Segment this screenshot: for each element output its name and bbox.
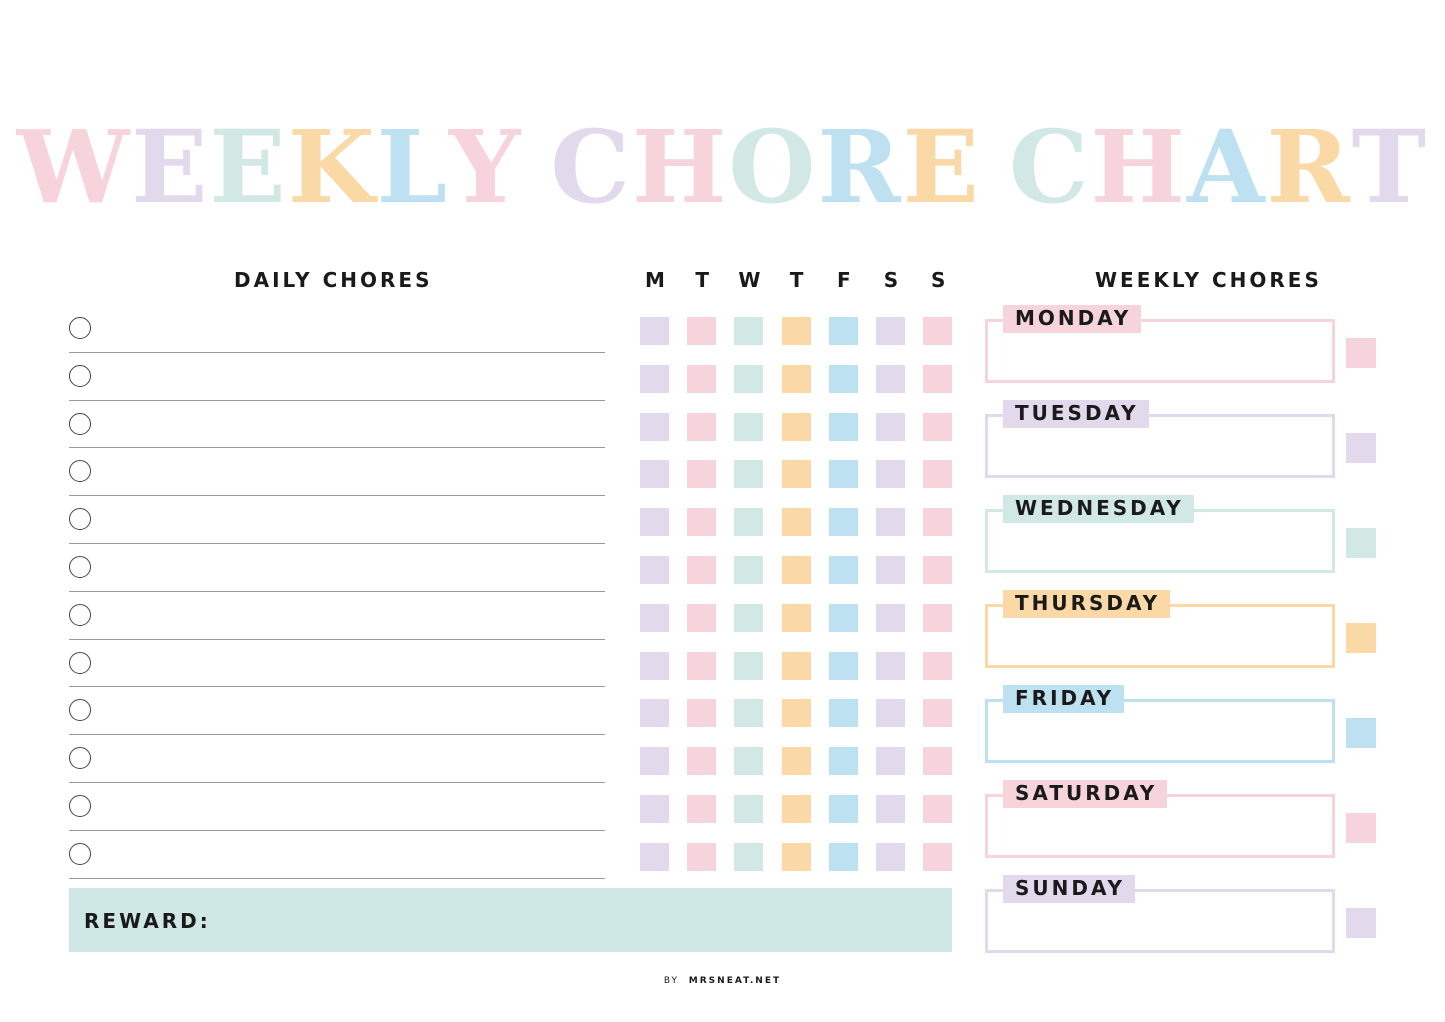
title-letter: E bbox=[902, 108, 981, 226]
weekly-checkbox[interactable] bbox=[1346, 338, 1376, 368]
day-checkbox[interactable] bbox=[876, 747, 905, 775]
day-letter: M bbox=[645, 268, 665, 292]
day-letter: T bbox=[789, 268, 804, 292]
day-checkbox[interactable] bbox=[782, 365, 811, 393]
weekday-label: WEDNESDAY bbox=[1003, 495, 1194, 523]
checkbox-circle[interactable] bbox=[69, 317, 91, 339]
day-checkbox[interactable] bbox=[876, 317, 905, 345]
day-checkbox[interactable] bbox=[923, 795, 952, 823]
day-checkbox[interactable] bbox=[640, 508, 669, 536]
weekly-checkbox[interactable] bbox=[1346, 433, 1376, 463]
reward-box[interactable] bbox=[69, 888, 952, 952]
daily-chore-row[interactable] bbox=[69, 831, 605, 879]
daily-chore-row[interactable] bbox=[69, 735, 605, 783]
day-checkbox[interactable] bbox=[923, 317, 952, 345]
weekly-chores-heading: WEEKLY CHORES bbox=[1095, 268, 1322, 292]
day-checkbox[interactable] bbox=[640, 413, 669, 441]
title-letter: E bbox=[131, 108, 210, 226]
day-letter: F bbox=[836, 268, 851, 292]
day-checkbox[interactable] bbox=[923, 604, 952, 632]
daily-chore-row[interactable] bbox=[69, 783, 605, 831]
checkbox-circle[interactable] bbox=[69, 508, 91, 530]
day-checkbox[interactable] bbox=[876, 508, 905, 536]
checkbox-circle[interactable] bbox=[69, 747, 91, 769]
day-checkbox[interactable] bbox=[829, 843, 858, 871]
day-checkbox[interactable] bbox=[829, 747, 858, 775]
checkbox-circle[interactable] bbox=[69, 413, 91, 435]
checkbox-circle[interactable] bbox=[69, 843, 91, 865]
day-letter: T bbox=[695, 268, 710, 292]
title-letter: W bbox=[16, 108, 132, 226]
daily-chore-row[interactable] bbox=[69, 305, 605, 353]
day-checkbox[interactable] bbox=[876, 652, 905, 680]
weekday-label: SUNDAY bbox=[1003, 875, 1135, 903]
title-letter: L bbox=[376, 108, 449, 226]
day-letter: W bbox=[738, 268, 761, 292]
day-checkbox[interactable] bbox=[829, 365, 858, 393]
day-checkbox[interactable] bbox=[734, 747, 763, 775]
day-checkbox[interactable] bbox=[640, 460, 669, 488]
weekly-chore-box-saturday[interactable] bbox=[985, 781, 1335, 858]
day-checkbox[interactable] bbox=[734, 365, 763, 393]
day-checkbox[interactable] bbox=[782, 556, 811, 584]
daily-chore-row[interactable] bbox=[69, 353, 605, 401]
weekly-chore-box-thursday[interactable] bbox=[985, 591, 1335, 668]
day-checkbox[interactable] bbox=[876, 795, 905, 823]
checkbox-circle[interactable] bbox=[69, 365, 91, 387]
weekly-checkbox[interactable] bbox=[1346, 528, 1376, 558]
checkbox-circle[interactable] bbox=[69, 652, 91, 674]
day-checkbox[interactable] bbox=[829, 556, 858, 584]
day-checkbox[interactable] bbox=[923, 843, 952, 871]
day-checkbox[interactable] bbox=[734, 652, 763, 680]
day-checkbox[interactable] bbox=[687, 843, 716, 871]
daily-chore-row[interactable] bbox=[69, 448, 605, 496]
day-checkbox[interactable] bbox=[876, 604, 905, 632]
day-checkbox[interactable] bbox=[640, 365, 669, 393]
title-gap bbox=[522, 112, 550, 222]
title-letter: A bbox=[1186, 108, 1267, 226]
title-letter: R bbox=[1266, 108, 1352, 226]
weekly-checkbox[interactable] bbox=[1346, 813, 1376, 843]
weekday-label: THURSDAY bbox=[1003, 590, 1170, 618]
day-checkbox[interactable] bbox=[687, 508, 716, 536]
day-checkbox[interactable] bbox=[829, 795, 858, 823]
checkbox-circle[interactable] bbox=[69, 556, 91, 578]
page-title bbox=[0, 108, 1445, 226]
weekday-label: FRIDAY bbox=[1003, 685, 1124, 713]
day-checkbox[interactable] bbox=[782, 699, 811, 727]
day-checkbox[interactable] bbox=[923, 365, 952, 393]
title-letter: R bbox=[817, 108, 903, 226]
day-checkbox[interactable] bbox=[640, 604, 669, 632]
weekly-chore-box-friday[interactable] bbox=[985, 686, 1335, 763]
weekday-label: MONDAY bbox=[1003, 305, 1141, 333]
day-checkbox[interactable] bbox=[640, 795, 669, 823]
daily-chore-row[interactable] bbox=[69, 640, 605, 688]
weekly-checkbox[interactable] bbox=[1346, 623, 1376, 653]
day-checkbox[interactable] bbox=[829, 508, 858, 536]
day-checkbox[interactable] bbox=[782, 317, 811, 345]
day-checkbox[interactable] bbox=[640, 843, 669, 871]
day-letter: S bbox=[930, 268, 946, 292]
title-letter: T bbox=[1351, 108, 1429, 226]
day-checkbox[interactable] bbox=[876, 843, 905, 871]
title-letter: H bbox=[631, 108, 729, 226]
day-checkbox[interactable] bbox=[923, 556, 952, 584]
day-checkbox[interactable] bbox=[923, 747, 952, 775]
day-checkbox[interactable] bbox=[687, 365, 716, 393]
weekly-checkbox[interactable] bbox=[1346, 908, 1376, 938]
day-checkbox[interactable] bbox=[876, 556, 905, 584]
daily-chore-row[interactable] bbox=[69, 687, 605, 735]
day-checkbox[interactable] bbox=[640, 747, 669, 775]
day-checkbox[interactable] bbox=[734, 795, 763, 823]
day-checkbox[interactable] bbox=[876, 460, 905, 488]
daily-chore-row[interactable] bbox=[69, 496, 605, 544]
day-checkbox[interactable] bbox=[829, 317, 858, 345]
title-letter: C bbox=[1008, 108, 1091, 226]
weekly-checkbox[interactable] bbox=[1346, 718, 1376, 748]
weekly-chore-box-monday[interactable] bbox=[985, 306, 1335, 383]
weekly-chore-box-wednesday[interactable] bbox=[985, 496, 1335, 573]
day-checkbox[interactable] bbox=[640, 652, 669, 680]
title-letter: K bbox=[287, 108, 377, 226]
day-checkbox[interactable] bbox=[734, 508, 763, 536]
day-checkbox[interactable] bbox=[782, 460, 811, 488]
daily-chores-list bbox=[69, 305, 605, 879]
title-letter: H bbox=[1090, 108, 1187, 226]
title-letter: Y bbox=[448, 108, 523, 226]
daily-chore-row[interactable] bbox=[69, 544, 605, 592]
weekday-label: SATURDAY bbox=[1003, 780, 1167, 808]
day-checkbox[interactable] bbox=[829, 460, 858, 488]
day-checkbox[interactable] bbox=[734, 460, 763, 488]
checkbox-circle[interactable] bbox=[69, 604, 91, 626]
daily-chores-heading: DAILY CHORES bbox=[234, 268, 433, 292]
day-checkbox[interactable] bbox=[923, 413, 952, 441]
checkbox-circle[interactable] bbox=[69, 795, 91, 817]
day-checkbox[interactable] bbox=[687, 795, 716, 823]
day-checkbox[interactable] bbox=[923, 699, 952, 727]
day-checkbox[interactable] bbox=[734, 604, 763, 632]
day-checkbox[interactable] bbox=[923, 652, 952, 680]
day-checkbox[interactable] bbox=[734, 317, 763, 345]
day-checkbox[interactable] bbox=[734, 556, 763, 584]
day-checkbox[interactable] bbox=[923, 508, 952, 536]
day-checkbox[interactable] bbox=[687, 556, 716, 584]
weekday-label: TUESDAY bbox=[1003, 400, 1149, 428]
checkbox-circle[interactable] bbox=[69, 699, 91, 721]
title-gap bbox=[981, 112, 1009, 222]
day-checkbox[interactable] bbox=[876, 413, 905, 441]
day-checkbox[interactable] bbox=[829, 413, 858, 441]
day-checkbox[interactable] bbox=[782, 843, 811, 871]
checkbox-circle[interactable] bbox=[69, 460, 91, 482]
day-checkbox[interactable] bbox=[687, 317, 716, 345]
day-checkbox[interactable] bbox=[687, 604, 716, 632]
day-checkbox[interactable] bbox=[640, 317, 669, 345]
day-checkbox[interactable] bbox=[734, 413, 763, 441]
day-checkbox[interactable] bbox=[782, 413, 811, 441]
credit-by: BY bbox=[663, 976, 680, 986]
day-checkbox[interactable] bbox=[734, 843, 763, 871]
day-checkbox[interactable] bbox=[687, 460, 716, 488]
day-checkbox[interactable] bbox=[876, 699, 905, 727]
weekly-chore-box-sunday[interactable] bbox=[985, 876, 1335, 953]
credit bbox=[0, 976, 1445, 986]
title-letter: C bbox=[550, 108, 632, 226]
day-checkbox[interactable] bbox=[782, 508, 811, 536]
day-checkbox[interactable] bbox=[687, 747, 716, 775]
day-checkbox[interactable] bbox=[829, 699, 858, 727]
day-checkbox[interactable] bbox=[782, 652, 811, 680]
day-checkbox[interactable] bbox=[782, 747, 811, 775]
day-checkbox[interactable] bbox=[876, 365, 905, 393]
reward-label: REWARD: bbox=[84, 909, 211, 933]
credit-site: MRSNEAT.NET bbox=[688, 976, 782, 986]
day-checkbox[interactable] bbox=[687, 699, 716, 727]
day-checkbox[interactable] bbox=[687, 413, 716, 441]
day-checkbox[interactable] bbox=[734, 699, 763, 727]
day-letter: S bbox=[883, 268, 899, 292]
day-checkbox[interactable] bbox=[782, 795, 811, 823]
day-checkbox[interactable] bbox=[640, 556, 669, 584]
daily-chore-row[interactable] bbox=[69, 401, 605, 449]
daily-chore-row[interactable] bbox=[69, 592, 605, 640]
day-checkbox[interactable] bbox=[782, 604, 811, 632]
day-checkbox[interactable] bbox=[687, 652, 716, 680]
title-letter: O bbox=[728, 108, 818, 226]
day-checkbox[interactable] bbox=[829, 652, 858, 680]
day-checkbox[interactable] bbox=[640, 699, 669, 727]
title-letter: E bbox=[209, 108, 288, 226]
weekly-chore-box-tuesday[interactable] bbox=[985, 401, 1335, 478]
day-checkbox[interactable] bbox=[923, 460, 952, 488]
day-checkbox[interactable] bbox=[829, 604, 858, 632]
